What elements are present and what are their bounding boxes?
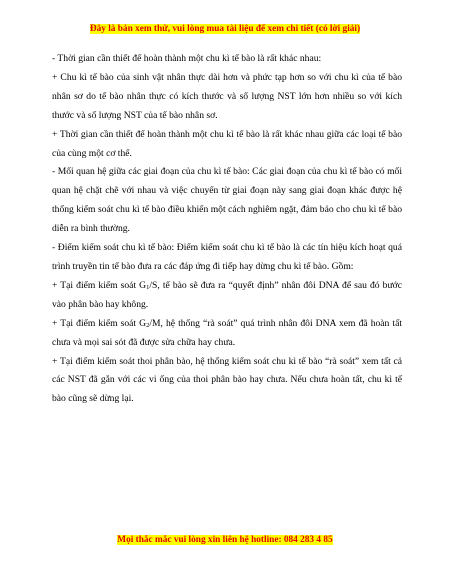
document-body <box>52 50 402 409</box>
paragraph: - Mối quan hệ giữa các giai đoạn của chu kì tế bào: Các giai đoạn của chu kì tế bào có mối quan hệ chặt chẽ với nhau và việc chuyển từ giai đoạn này sang giai đoạn khác được hệ thống kiểm soát chu kì tế bào điều khiển một cách nghiêm ngặt, đảm bảo cho chu kì tế bào diễn ra bình thường. <box>52 166 402 235</box>
paragraph <box>52 277 402 315</box>
paragraph: - Thời gian cần thiết để hoàn thành một chu kì tế bào là rất khác nhau: <box>52 53 322 64</box>
hotline-footer-banner <box>0 534 450 546</box>
preview-notice-text: Đây là bản xem thử, vui lòng mua tài liệu để xem chi tiết (có lời giải) <box>89 24 361 34</box>
paragraph: + Tại điểm kiểm soát thoi phân bào, hệ thống kiểm soát chu kì tế bào “rà soát” xem tất cả các NST đã gắn với các vi ống của thoi phân bào hay chưa. Nếu chưa hoàn tất, chu kì tế bào cũng sẽ dừng lại. <box>52 355 402 405</box>
subscript: 1 <box>146 283 150 291</box>
paragraph: + Chu kì tế bào của sinh vật nhân thực dài hơn và phức tạp hơn so với chu kì của tế bào nhân sơ do tế bào nhân thực có kích thước và số lượng NST lớn hơn nhiều so với kích thước và số lượng NST của tế bào nhân sơ. <box>52 71 402 121</box>
hotline-text: Mọi thắc mắc vui lòng xin liên hệ hotline: 084 283 4 85 <box>117 535 333 545</box>
paragraph: - Điểm kiểm soát chu kì tế bào: Điểm kiểm soát chu kì tế bào là các tín hiệu kích hoạt quá trình truyền tin tế bào đưa ra các đáp ứng đi tiếp hay dừng chu kì tế bào. Gồm: <box>52 242 402 272</box>
subscript: 2 <box>146 321 150 329</box>
preview-notice-banner <box>0 23 450 35</box>
paragraph <box>52 315 402 353</box>
text-run: /S, tế bào sẽ đưa ra “quyết định” nhân đôi DNA để sau đó bước vào phân bào hay không. <box>52 279 402 310</box>
paragraph: + Thời gian cần thiết để hoàn thành một chu kì tế bào là rất khác nhau giữa các loại tế bào của cùng một cơ thể. <box>52 128 402 159</box>
text-run: + Tại điểm kiểm soát G <box>52 317 147 329</box>
text-run: + Tại điểm kiểm soát G <box>52 279 147 291</box>
text-run: /M, hệ thống “rà soát” quá trình nhân đôi DNA xem đã hoàn tất chưa và mọi sai sót đã được sửa chữa hay chưa. <box>52 317 402 348</box>
